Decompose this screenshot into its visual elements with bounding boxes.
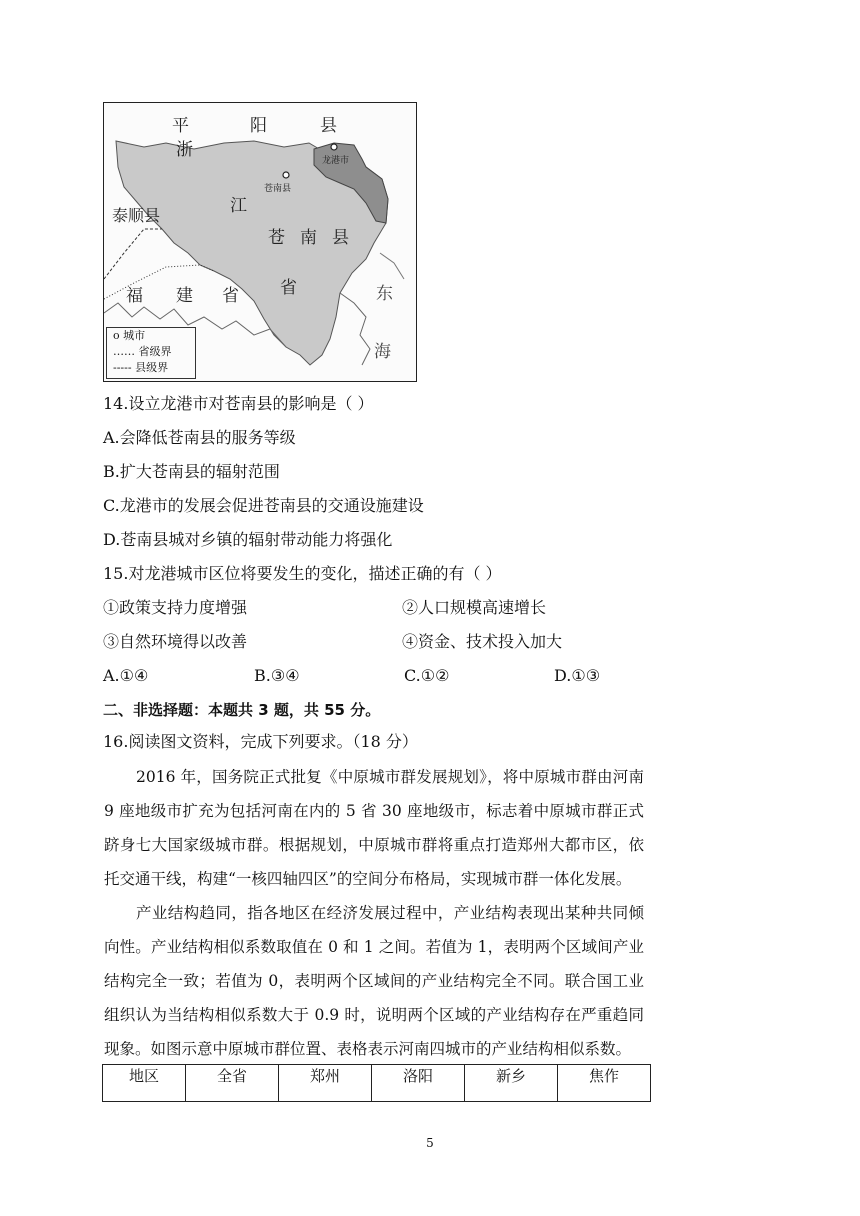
map-label-dong: 东: [376, 284, 393, 304]
q15-option-b: B.③④: [254, 666, 300, 685]
map-label-jian: 建: [176, 286, 193, 306]
q15-option-c: C.①②: [404, 666, 450, 685]
province-border-line: [104, 265, 214, 299]
city-symbol: o: [113, 329, 120, 342]
map-label-ping: 平: [172, 116, 189, 136]
map-label-fu: 福: [126, 286, 143, 306]
map-label-sheng: 省: [280, 278, 297, 298]
q14-stem: 14.设立龙港市对苍南县的影响是（ ）: [103, 394, 374, 413]
table-header-row: [103, 1065, 651, 1102]
map-legend: [106, 327, 196, 379]
q15-item-1: ①政策支持力度增强: [103, 598, 248, 617]
map-label-taishun: 泰顺县: [112, 206, 161, 225]
q14-option-b: B.扩大苍南县的辐射范围: [103, 462, 280, 481]
page-number: 5: [426, 1136, 434, 1150]
table-header-cell: 洛阳: [372, 1065, 465, 1102]
table-header-cell: 全省: [186, 1065, 279, 1102]
cangnan-city-marker: [283, 172, 289, 178]
map-label-nan: 南: [300, 228, 317, 248]
county-map: [103, 102, 417, 382]
map-label-sheng-fj: 省: [222, 286, 239, 306]
q15-item-2: ②人口规模高速增长: [402, 598, 547, 617]
q16-paragraph-1: 2016 年，国务院正式批复《中原城市群发展规划》，将中原城市群由河南 9 座地级市扩充为包括河南在内的 5 省 30 座地级市，标志着中原城市群正式跻身七大国家级城市群。根据规划，中原城市群将重点打造郑州大都市区，依托交通干线，构建“一核四轴四区”的空间分布格局，实现城市群一体化发展。: [104, 768, 644, 888]
table-header-cell: 焦作: [558, 1065, 651, 1102]
county-line-symbol: -----: [113, 361, 132, 374]
map-label-longgang-city: 龙港市: [322, 156, 350, 166]
q15-option-a: A.①④: [103, 666, 149, 685]
q14-option-c: C.龙港市的发展会促进苍南县的交通设施建设: [103, 496, 424, 515]
legend-province-border: …… 省级界: [113, 345, 172, 358]
q14-option-d: D.苍南县城对乡镇的辐射带动能力将强化: [103, 530, 393, 549]
table-header-cell: 新乡: [465, 1065, 558, 1102]
table-header-cell: 地区: [103, 1065, 186, 1102]
q15-stem: 15.对龙港城市区位将要发生的变化，描述正确的有（ ）: [103, 564, 502, 583]
table-header-cell: 郑州: [279, 1065, 372, 1102]
map-label-hai: 海: [374, 342, 391, 362]
map-label-zhe: 浙: [176, 140, 193, 160]
legend-city: o 城市: [113, 329, 146, 342]
map-label-xian-top: 县: [320, 116, 337, 136]
map-label-cangnan-city: 苍南县: [264, 184, 292, 194]
map-label-cang: 苍: [268, 228, 285, 248]
q15-option-d: D.①③: [554, 666, 601, 685]
legend-county-border: ----- 县级界: [113, 361, 169, 374]
map-label-yang: 阳: [250, 116, 267, 136]
q16-stem: 16.阅读图文资料，完成下列要求。（18 分）: [103, 732, 418, 751]
q15-item-4: ④资金、技术投入加大: [402, 632, 563, 651]
q16-paragraph-2: 产业结构趋同，指各地区在经济发展过程中，产业结构表现出某种共同倾向性。产业结构相似系数取值在 0 和 1 之间。若值为 1，表明两个区域间产业结构完全一致；若值为 0，表明两个区域间的产业结构完全不同。联合国工业组织认为当结构相似系数大于 0.9 时，说明两个区域的产业结构存在严重趋同现象。如图示意中原城市群位置、表格表示河南四城市的产业结构相似系数。: [104, 904, 644, 1058]
longgang-city-marker: [331, 144, 337, 150]
q15-item-3: ③自然环境得以改善: [103, 632, 248, 651]
q14-option-a: A.会降低苍南县的服务等级: [103, 428, 296, 447]
province-line-symbol: ……: [113, 345, 135, 358]
county-border-line: [104, 229, 162, 279]
similarity-table: [102, 1064, 651, 1102]
map-label-jiang: 江: [230, 196, 247, 216]
map-label-xian-mid: 县: [332, 228, 349, 248]
section-2-heading: 二、非选择题：本题共 3 题，共 55 分。: [103, 701, 381, 719]
